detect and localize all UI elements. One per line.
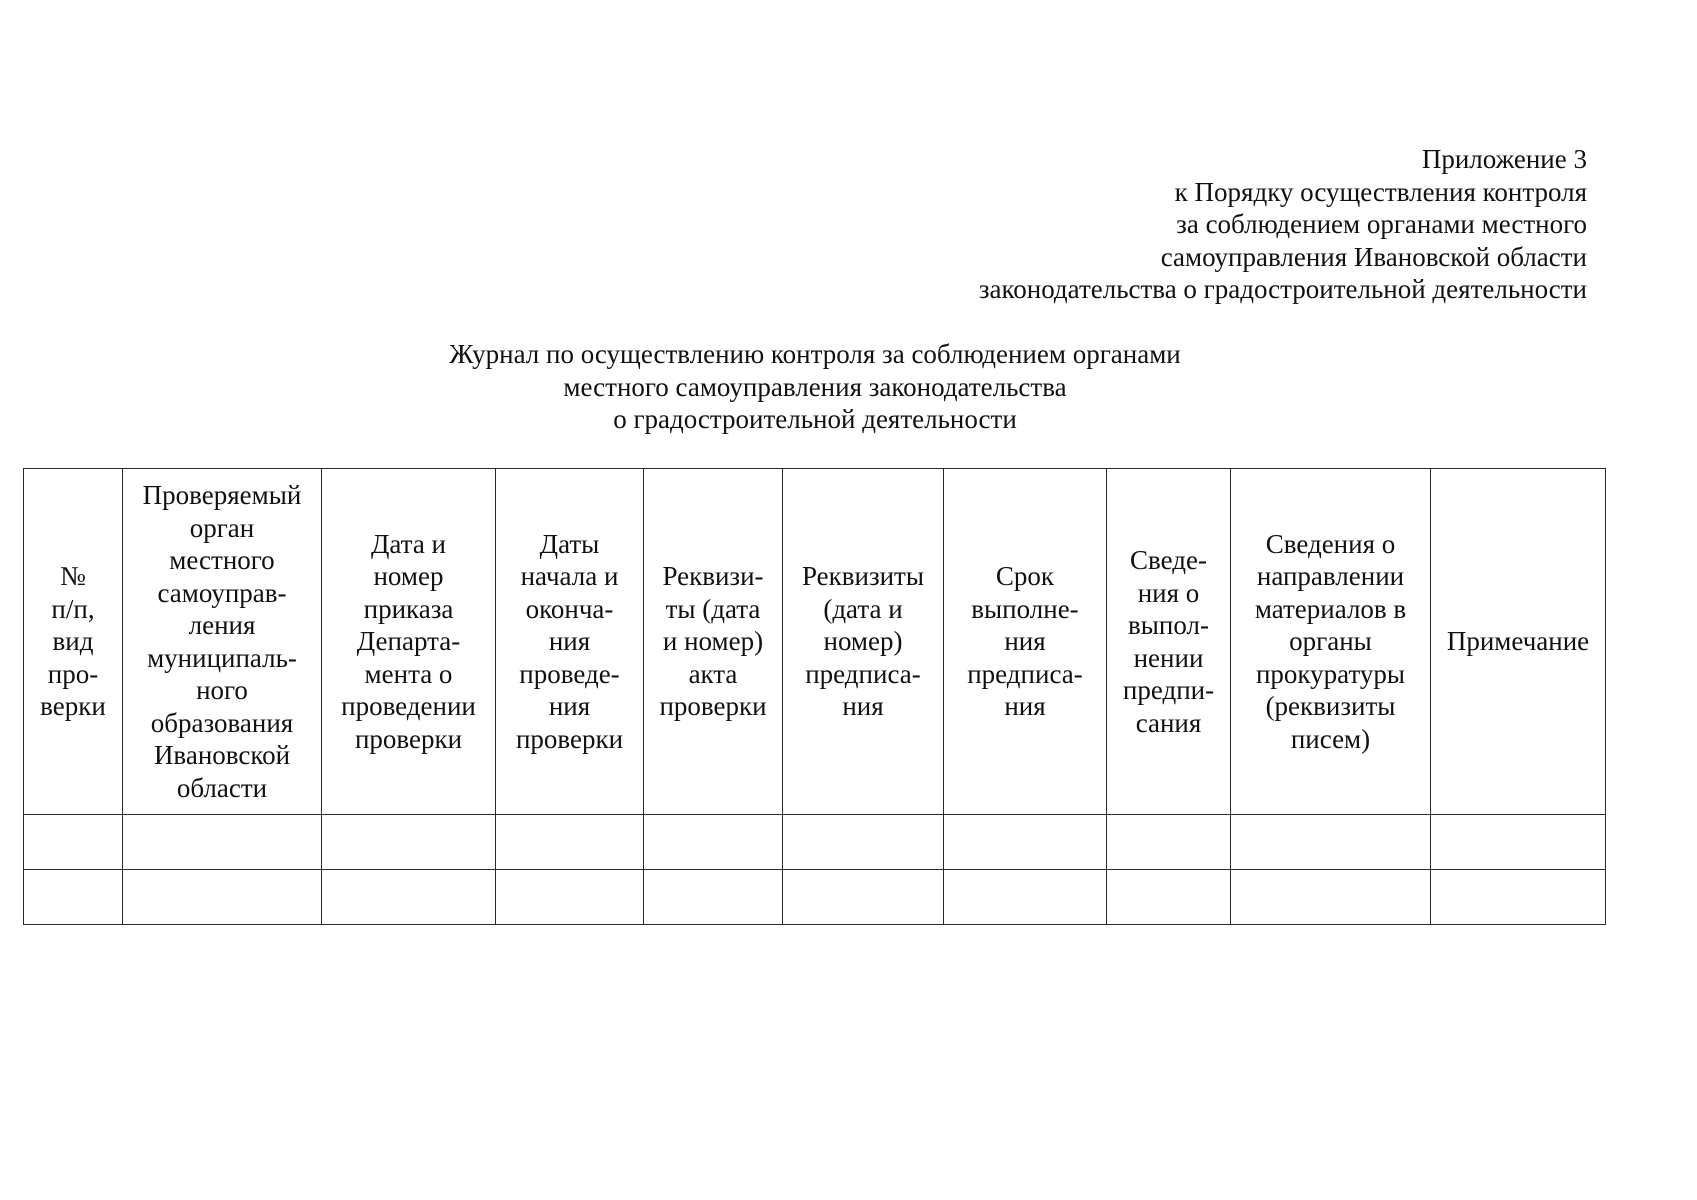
table-cell bbox=[123, 815, 322, 870]
appendix-line: самоуправления Ивановской области bbox=[1160, 241, 1587, 272]
table-cell bbox=[496, 870, 644, 925]
header-act-details: Реквизи- ты (дата и номер) акта проверки bbox=[644, 469, 783, 815]
appendix-header bbox=[827, 143, 1587, 306]
table-cell bbox=[644, 815, 783, 870]
table-cell bbox=[944, 870, 1107, 925]
table-cell bbox=[123, 870, 322, 925]
table-cell bbox=[783, 815, 944, 870]
table-row bbox=[24, 870, 1606, 925]
table-cell bbox=[1231, 870, 1431, 925]
journal-title-line: о градостроительной деятельности bbox=[613, 404, 1017, 434]
table-cell bbox=[1107, 815, 1231, 870]
journal-title-line: Журнал по осуществлению контроля за соблюдением органами bbox=[449, 339, 1181, 369]
table-cell bbox=[1431, 815, 1606, 870]
table-cell bbox=[944, 815, 1107, 870]
table-cell bbox=[1231, 815, 1431, 870]
header-note: Примечание bbox=[1431, 469, 1606, 815]
header-inspected-body: Проверяемый орган местного самоуправ- ления муниципаль- ного образования Ивановской области bbox=[123, 469, 322, 815]
journal-table bbox=[23, 468, 1606, 925]
table-cell bbox=[783, 870, 944, 925]
table-header-row bbox=[24, 469, 1606, 815]
journal-title-line: местного самоуправления законодательства bbox=[563, 371, 1067, 402]
table-cell bbox=[644, 870, 783, 925]
journal-title bbox=[0, 338, 1630, 436]
header-prescription-deadline: Срок выполне- ния предписа- ния bbox=[944, 469, 1107, 815]
appendix-line: к Порядку осуществления контроля bbox=[1174, 176, 1587, 207]
table-cell bbox=[1107, 870, 1231, 925]
table-cell bbox=[1431, 870, 1606, 925]
header-number-type: № п/п, вид про- верки bbox=[24, 469, 123, 815]
appendix-line: за соблюдением органами местного bbox=[1176, 209, 1587, 239]
table-cell bbox=[24, 815, 123, 870]
appendix-line: Приложение 3 bbox=[1421, 144, 1587, 174]
header-order-date-number: Дата и номер приказа Департа- мента о проведении проверки bbox=[322, 469, 496, 815]
table-cell bbox=[24, 870, 123, 925]
table-row bbox=[24, 815, 1606, 870]
table-cell bbox=[496, 815, 644, 870]
appendix-line: законодательства о градостроительной деятельности bbox=[978, 274, 1587, 304]
header-prescription-details: Реквизиты (дата и номер) предписа- ния bbox=[783, 469, 944, 815]
header-prosecution-materials: Сведения о направлении материалов в органы прокуратуры (реквизиты писем) bbox=[1231, 469, 1431, 815]
header-inspection-dates: Даты начала и оконча- ния проведе- ния проверки bbox=[496, 469, 644, 815]
table-cell bbox=[322, 870, 496, 925]
header-prescription-fulfillment: Сведе- ния о выпол- нении предпи- сания bbox=[1107, 469, 1231, 815]
table-cell bbox=[322, 815, 496, 870]
